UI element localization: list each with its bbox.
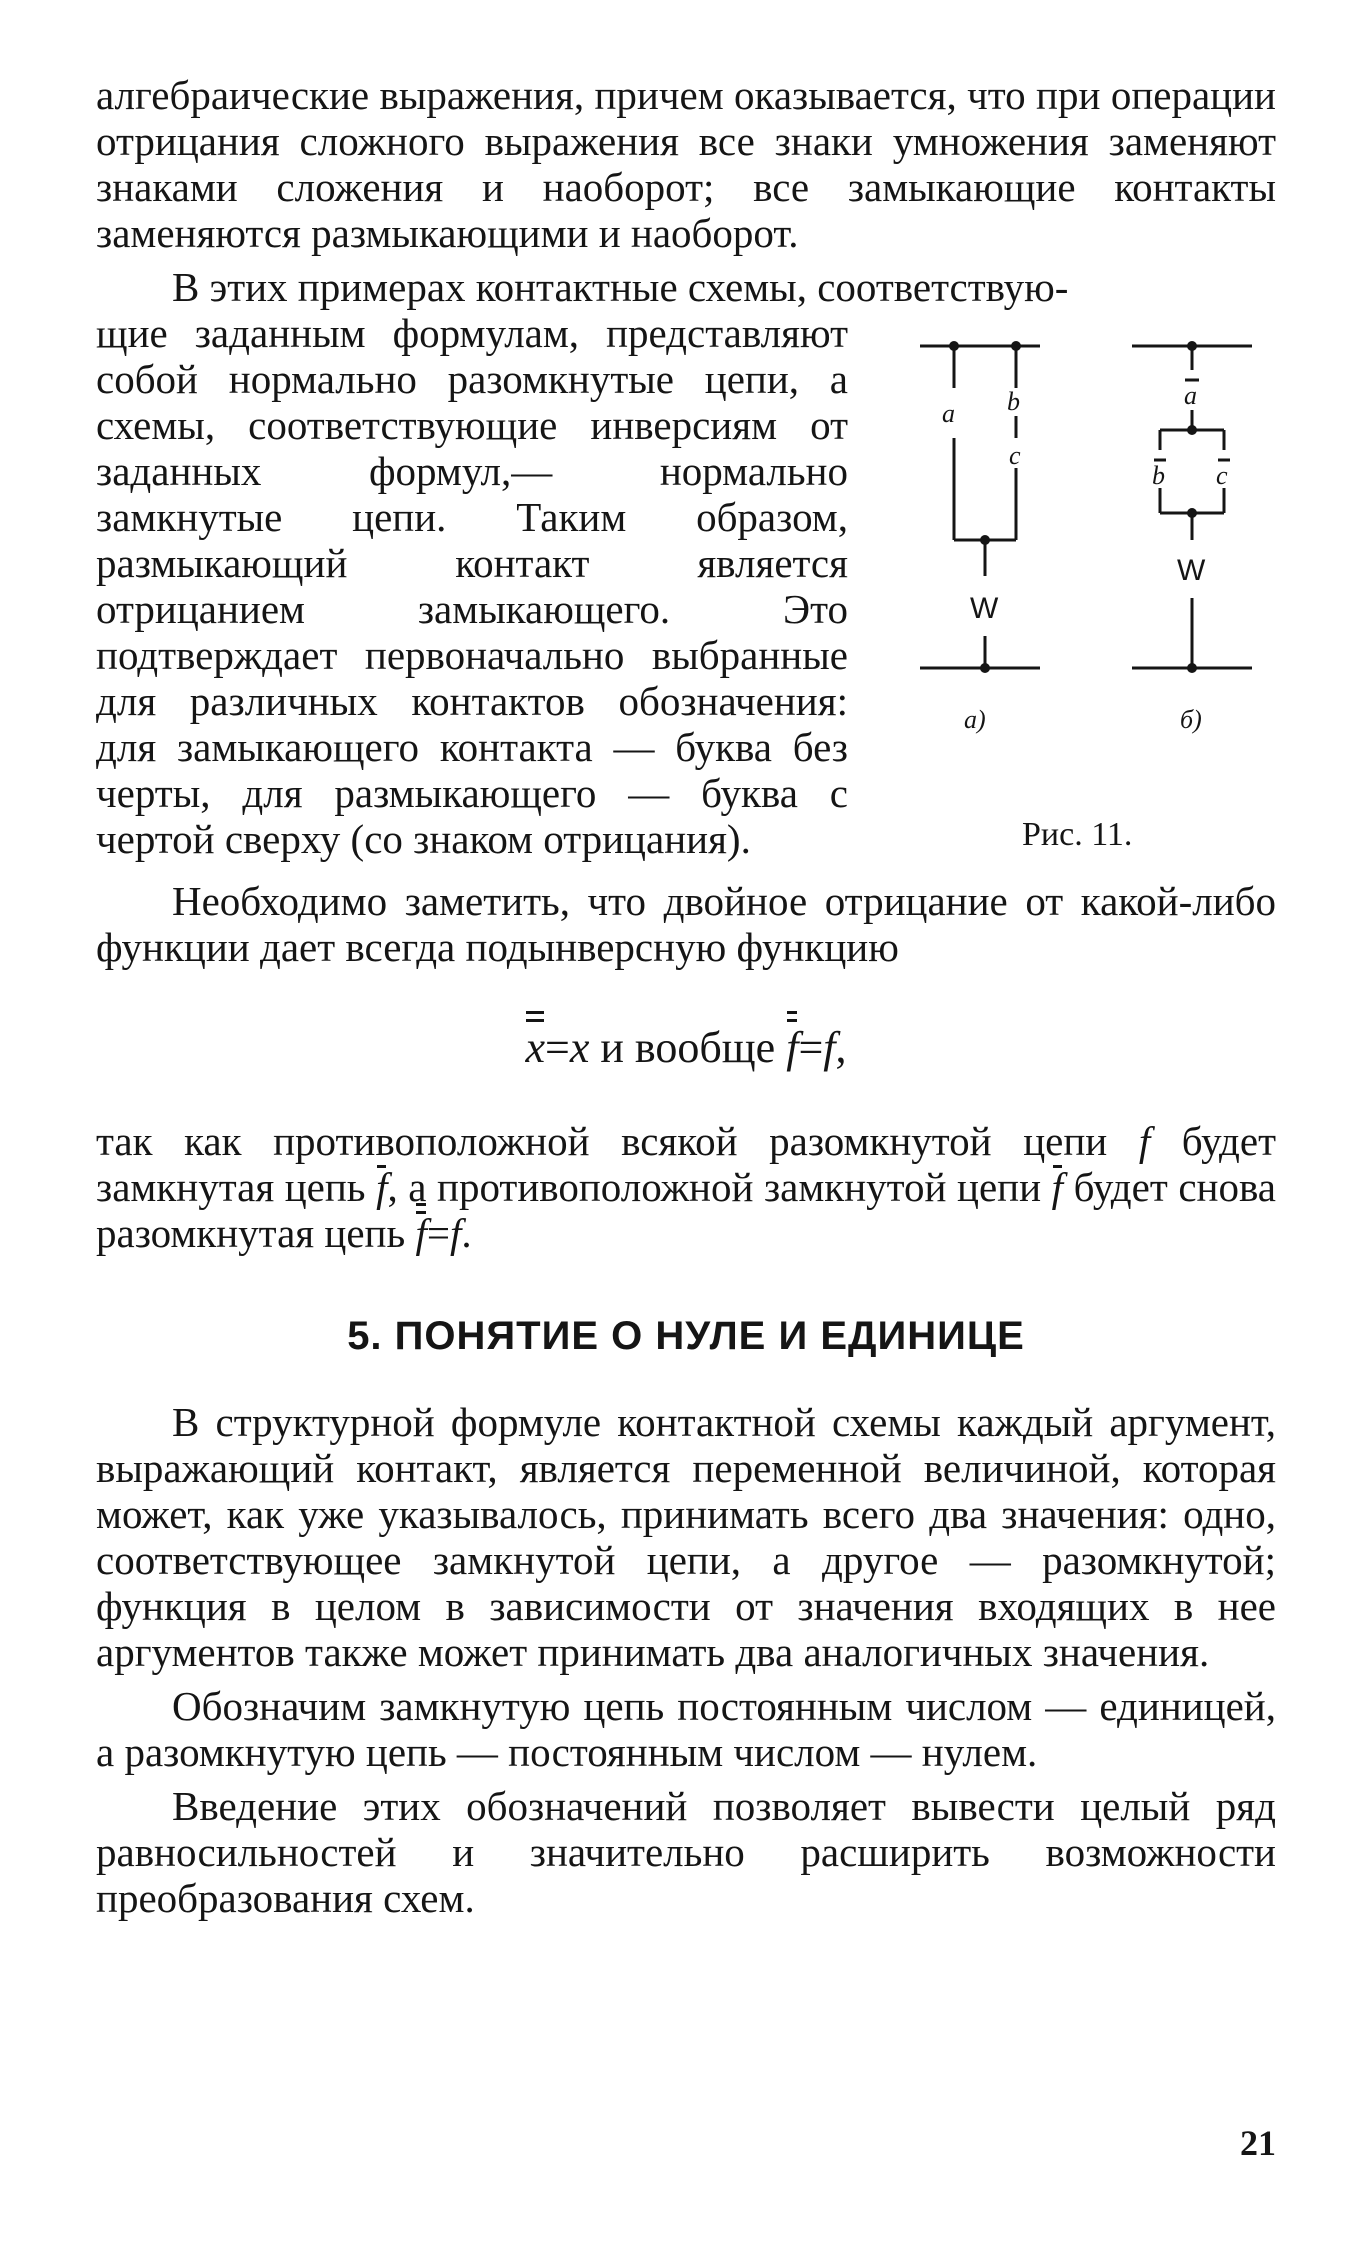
contact-label-c-right: c xyxy=(1216,461,1228,490)
formula-equals-1: = xyxy=(545,1023,570,1072)
text-run: будет снова разомкнутая цепь xyxy=(96,1164,1276,1256)
function-f: f xyxy=(1138,1118,1151,1164)
contact-label-b-left: b xyxy=(1007,387,1020,416)
formula-f: f xyxy=(823,1023,836,1072)
paragraph-examples-head: В этих примерах контактные схемы, соответствую- xyxy=(172,264,1069,310)
function-f-double-negated: f xyxy=(415,1210,427,1256)
paragraph-introduction: Введение этих обозначений позволяет вывести целый ряд равносильностей и значительно расширить возможности преобразования схем. xyxy=(96,1783,1276,1921)
sublabel-a: а) xyxy=(964,705,986,734)
contact-label-a-left: a xyxy=(942,399,955,428)
equals-sign: = xyxy=(426,1210,450,1256)
figure-11 xyxy=(904,318,1344,878)
formula-word-and: и xyxy=(600,1023,624,1072)
formula-comma: , xyxy=(835,1023,847,1072)
formula-equals-2: = xyxy=(798,1023,824,1072)
paragraph-opposite-circuits xyxy=(96,1118,1276,1256)
contact-label-b-right: b xyxy=(1152,461,1165,490)
load-label-w-right: W xyxy=(1177,554,1206,587)
contact-schemes-diagram xyxy=(904,318,1344,818)
function-f-negated: f xyxy=(1051,1164,1064,1210)
text-run: , а противоположной замкнутой цепи xyxy=(387,1164,1052,1210)
figure-block xyxy=(96,310,1276,870)
figure-caption: Рис. 11. xyxy=(1022,816,1133,853)
formula-x-double-bar: x xyxy=(525,1018,545,1078)
section-heading: 5. ПОНЯТИЕ О НУЛЕ И ЕДИНИЦЕ xyxy=(347,1314,1025,1358)
text-run: будет замкнутая цепь xyxy=(96,1118,1276,1210)
paragraph-double-negation: Необходимо заметить, что двойное отрицание от какой-либо функции дает всегда подынверсную функцию xyxy=(96,878,1276,970)
function-f: f xyxy=(449,1210,462,1256)
text-run: . xyxy=(461,1210,472,1256)
text-run: так как противоположной всякой разомкнутой цепи xyxy=(96,1118,1139,1164)
document-page xyxy=(96,72,1276,1921)
contact-label-a-right: a xyxy=(1184,381,1197,410)
function-f-negated: f xyxy=(376,1164,388,1210)
formula-double-negation xyxy=(96,1018,1276,1078)
formula-f-double-bar: f xyxy=(786,1018,798,1078)
paragraph-continuation: алгебраические выражения, причем оказывается, что при операции отрицания сложного выражения все знаки умножения заменяют знаками сложения и наоборот; все замыкающие контакты заменяются размыкающими и наоборот. xyxy=(96,72,1276,256)
sublabel-b: б) xyxy=(1180,705,1202,734)
page-number: 21 xyxy=(1240,2123,1276,2163)
formula-word-generally: вообще xyxy=(634,1023,776,1072)
contact-label-c-left: c xyxy=(1009,441,1021,470)
load-label-w-left: W xyxy=(970,592,999,625)
paragraph-structural-formula: В структурной формуле контактной схемы каждый аргумент, выражающий контакт, является переменной величиной, которая может, как уже указывалось, принимать всего два значения: одно, соответствующее замкнутой цепи, а другое — разомкнутой; функция в целом в зависимости от значения входящих в нее аргументов также может принимать два аналогичных значения. xyxy=(96,1399,1276,1675)
formula-x: x xyxy=(569,1023,590,1072)
paragraph-one-zero: Обозначим замкнутую цепь постоянным числом — единицей, а разомкнутую цепь — постоянным числом — нулем. xyxy=(96,1683,1276,1775)
paragraph-examples-body: щие заданным формулам, представляют собой нормально разомкнутые цепи, а схемы, соответствующие инверсиям от заданных формул,— нормально замкнутые цепи. Таким образом, размыкающий контакт является отрицанием замыкающего. Это подтверждает первоначально выбранные для различных контактов обозначения: для замыкающего контакта — буква без черты, для размыкающего — буква с чертой сверху (со знаком отрицания). xyxy=(96,310,848,862)
